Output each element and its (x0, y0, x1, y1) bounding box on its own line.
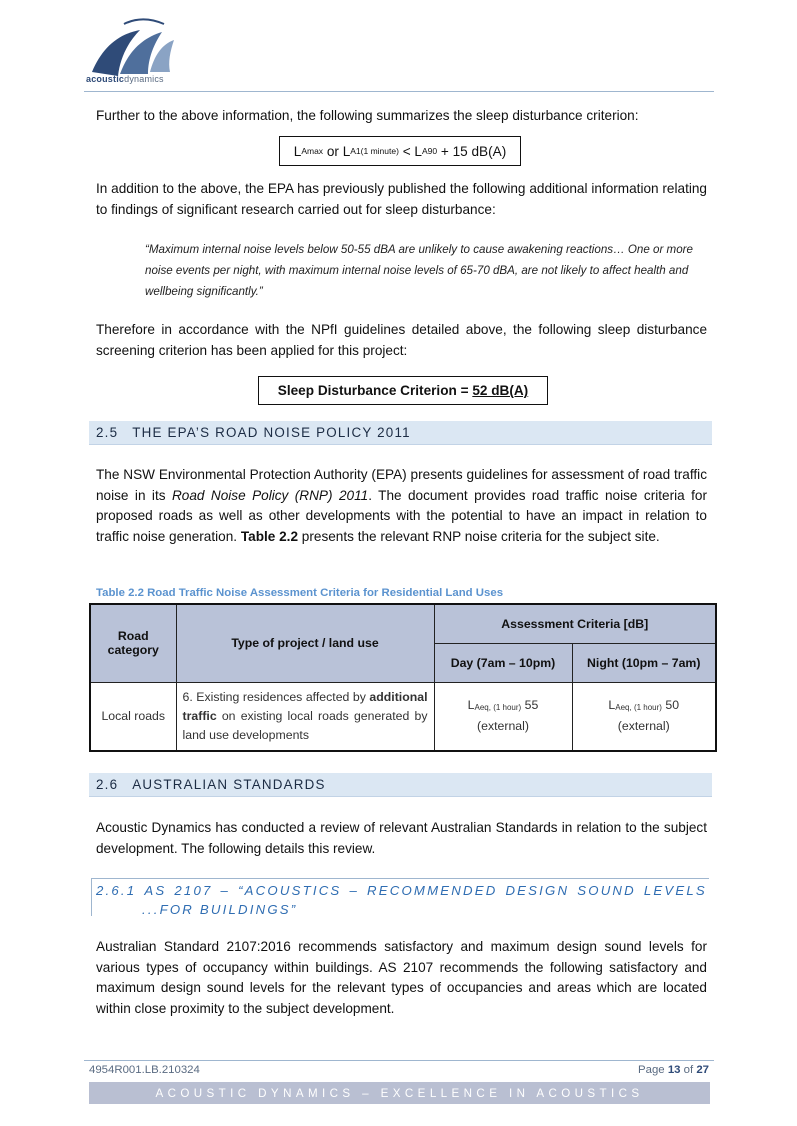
header-divider (84, 91, 714, 92)
header-day: Day (7am – 10pm) (434, 643, 572, 682)
sleep-criterion-box: Sleep Disturbance Criterion = 52 dB(A) (258, 376, 548, 405)
section-title: AUSTRALIAN STANDARDS (132, 777, 326, 792)
as2107-paragraph: Australian Standard 2107:2016 recommends satisfactory and maximum design sound levels for various types of occupancy within buildings. AS 2107 recommends the following satisfactory and maximum design sound levels for the relevant types of occupancies and areas which are located within close proximity to the subject development. (96, 939, 707, 1016)
header-night: Night (10pm – 7am) (572, 643, 716, 682)
cell-category: Local roads (90, 682, 176, 751)
rnp-paragraph: The NSW Environmental Protection Authority (EPA) presents guidelines for assessment of road traffic noise in its Road Noise Policy (RNP) 2011. The document provides road traffic noise criteria for proposed roads as well as other developments with the potential to have an impact in relation to traffic noise generation. Table 2.2 presents the relevant RNP noise criteria for the subject site. (96, 467, 707, 544)
header-project-type: Type of project / land use (176, 604, 434, 682)
cell-day-criteria: $L_{Aeq, (1 hour)}$ 55 (external) (434, 682, 572, 751)
road-noise-criteria-table (89, 603, 717, 752)
epa-research-paragraph: In addition to the above, the EPA has previously published the following additional information relating to findings of significant research carried out for sleep disturbance: (96, 181, 707, 217)
footer-divider (84, 1060, 714, 1061)
cell-description: 6. Existing residences affected by additional traffic on existing local roads generated by land use developments (176, 682, 434, 751)
page-number: Page 13 of 27 (638, 1064, 709, 1076)
header-road-category: Road category (90, 604, 176, 682)
logo-wordmark: acousticdynamics (86, 74, 164, 84)
section-title: THE EPA’S ROAD NOISE POLICY 2011 (132, 425, 411, 440)
footer-tagline-bar: ACOUSTIC DYNAMICS – EXCELLENCE IN ACOUSTICS (89, 1082, 710, 1104)
document-reference: 4954R001.LB.210324 (89, 1064, 200, 1076)
sleep-formula-box: L Amax or L A1(1 minute) < L A90 + 15 dB(A) (279, 136, 521, 166)
section-2-6-heading (89, 773, 712, 797)
cell-night-criteria: $L_{Aeq, (1 hour)}$ 50 (external) (572, 682, 716, 751)
sleep-intro-paragraph: Further to the above information, the following summarizes the sleep disturbance criterion: (96, 108, 639, 123)
criterion-intro-paragraph: Therefore in accordance with the NPfI guidelines detailed above, the following sleep disturbance screening criterion has been applied for this project: (96, 322, 707, 358)
subsection-2-6-1-heading: 2.6.1 AS 2107 – “ACOUSTICS – RECOMMENDED DESIGN SOUND LEVELS ...FOR BUILDINGS” (96, 883, 707, 917)
epa-quote: “Maximum internal noise levels below 50-55 dBA are unlikely to cause awakening reactions… One or more noise events per night, with maximum internal noise levels of 65-70 dBA, are not likely to affect health and wellbeing significantly.” (145, 243, 693, 298)
standards-paragraph: Acoustic Dynamics has conducted a review of relevant Australian Standards in relation to the subject development. The following details this review. (96, 820, 707, 856)
table-caption: Table 2.2 Road Traffic Noise Assessment Criteria for Residential Land Uses (96, 587, 504, 599)
table-row (90, 682, 716, 751)
header-assessment-criteria: Assessment Criteria [dB] (434, 604, 716, 643)
section-2-5-heading (89, 421, 712, 445)
section-number: 2.6 (96, 777, 119, 792)
section-number: 2.5 (96, 425, 119, 440)
